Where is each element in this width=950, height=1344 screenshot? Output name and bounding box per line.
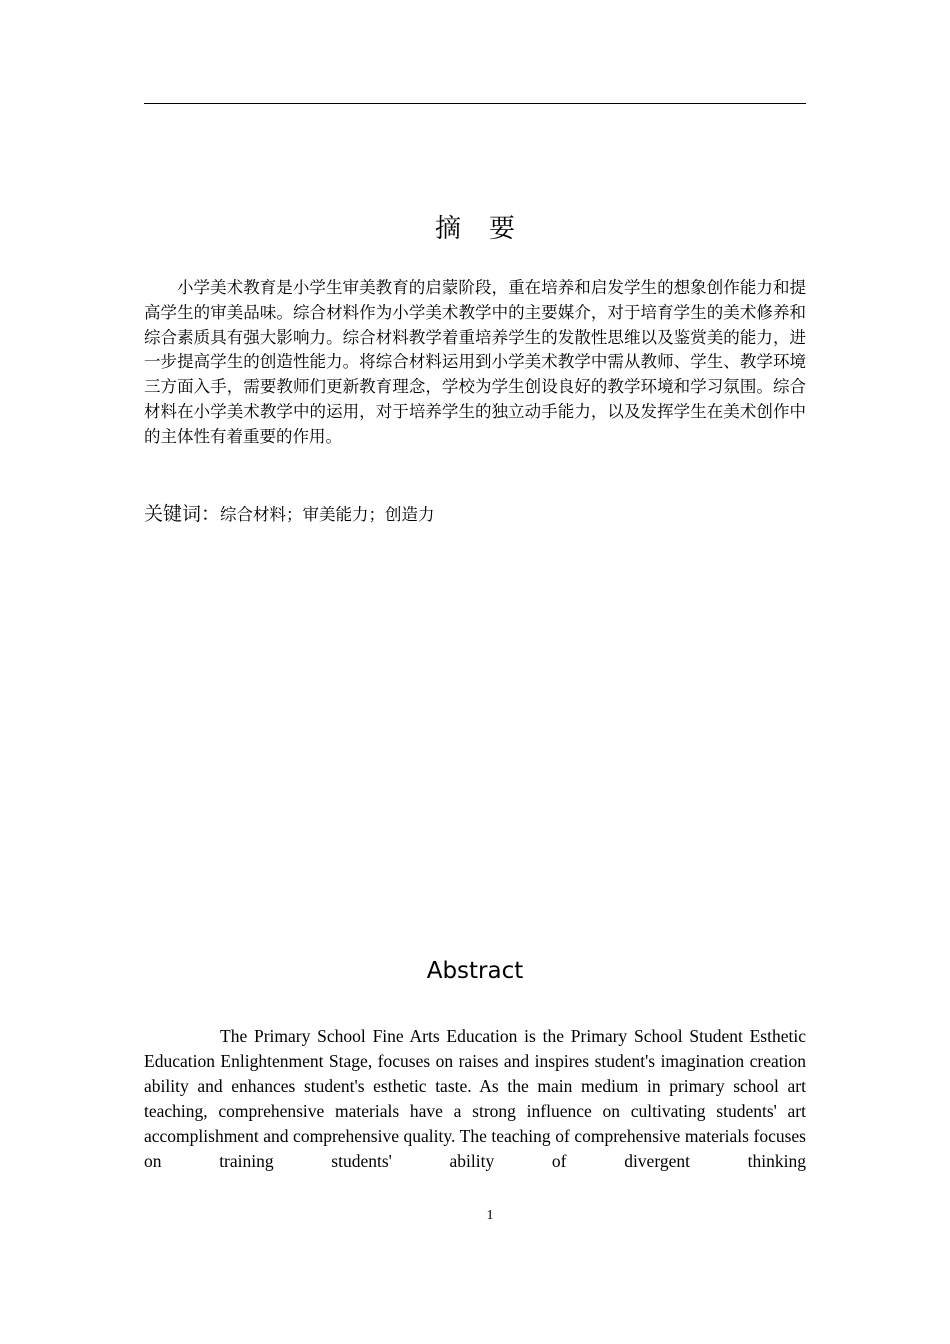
title-char-1: 摘: [434, 214, 461, 244]
chinese-abstract-body: 小学美术教育是小学生审美教育的启蒙阶段，重在培养和启发学生的想象创作能力和提高学生的审美品味。综合材料作为小学美术教学中的主要媒介，对于培育学生的美术修养和综合素质具有强大影响力。综合材料教学着重培养学生的发散性思维以及鉴赏美的能力，进一步提高学生的创造性能力。将综合材料运用到小学美术教学中需从教师、学生、教学环境三方面入手，需要教师们更新教育理念，学校为学生创设良好的教学环境和学习氛围。综合材料在小学美术教学中的运用，对于培养学生的独立动手能力，以及发挥学生在美术创作中的主体性有着重要的作用。: [144, 278, 806, 446]
title-char-2: 要: [489, 214, 516, 244]
chinese-abstract-title: [0, 208, 950, 245]
keywords-list: 综合材料；审美能力；创造力: [220, 505, 435, 524]
english-abstract-title: Abstract: [426, 958, 524, 984]
header-rule: [144, 103, 806, 104]
chinese-keywords: [144, 501, 806, 528]
keywords-label: 关键词：: [144, 503, 221, 525]
english-abstract-body: The Primary School Fine Arts Education is the Primary School Student Esthetic Education Enlightenment Stage, focuses on raises and inspires student's imagination creation ability and enhances student's esthetic taste. As the main medium in primary school art teaching, comprehensive materials have a strong influence on cultivating students' art accomplishment and comprehensive quality. The teaching of comprehensive materials focuses on training students' ability of divergent thinking: [144, 1026, 806, 1171]
page-number: 1: [486, 1208, 494, 1223]
